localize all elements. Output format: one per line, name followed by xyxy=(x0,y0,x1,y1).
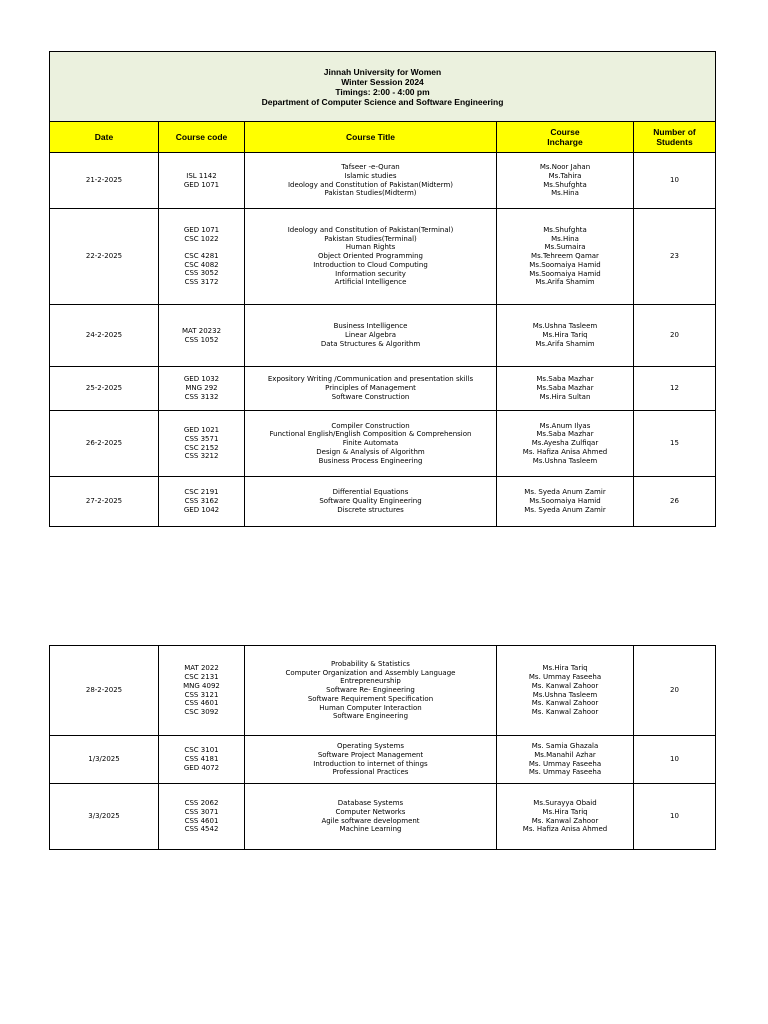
course-code: CSS 3071 xyxy=(184,807,219,816)
course-incharges xyxy=(497,646,634,736)
course-code: MNG 4092 xyxy=(183,681,220,690)
course-codes xyxy=(159,646,245,736)
schedule-header xyxy=(50,52,716,122)
student-count: 10 xyxy=(634,784,716,850)
course-title: Business Intelligence xyxy=(333,322,408,331)
course-incharge: Ms.Hira Tariq xyxy=(542,807,588,816)
course-title: Finite Automata xyxy=(342,439,399,448)
course-code: MAT 20232 xyxy=(181,326,222,335)
course-incharge: Ms. Syeda Anum Zamir xyxy=(524,505,606,514)
course-title: Introduction to internet of things xyxy=(313,759,428,768)
course-code: MNG 292 xyxy=(185,384,218,393)
course-code: CSC 1022 xyxy=(184,235,219,244)
course-code: CSS 4601 xyxy=(184,699,219,708)
table-row xyxy=(50,209,716,305)
course-title: Principles of Management xyxy=(325,384,416,393)
course-title: Linear Algebra xyxy=(344,331,397,340)
course-title: Professional Practices xyxy=(332,768,409,777)
course-incharge: Ms. Kanwal Zahoor xyxy=(531,816,599,825)
course-incharge: Ms. Kanwal Zahoor xyxy=(531,681,599,690)
course-title: Differential Equations xyxy=(332,488,409,497)
course-incharge: Ms.Shufghta xyxy=(543,226,587,235)
course-incharge: Ms.Arifa Shamim xyxy=(535,339,595,348)
course-incharges xyxy=(497,477,634,527)
course-code: CSS 3121 xyxy=(184,690,219,699)
course-incharges xyxy=(497,367,634,411)
course-incharge: Ms. Samia Ghazala xyxy=(531,742,599,751)
exam-date: 1/3/2025 xyxy=(50,736,159,784)
table-row xyxy=(50,305,716,367)
course-title: Information security xyxy=(335,269,406,278)
course-incharge: Ms. Hafiza Anisa Ahmed xyxy=(522,825,608,834)
course-titles xyxy=(245,646,497,736)
course-code: GED 1071 xyxy=(183,226,220,235)
course-code: CSC 3101 xyxy=(184,746,219,755)
table-row xyxy=(50,736,716,784)
course-title: Computer Organization and Assembly Language xyxy=(285,668,456,677)
course-titles xyxy=(245,736,497,784)
course-codes xyxy=(159,153,245,209)
table-row xyxy=(50,646,716,736)
course-incharge: Ms.Soomaiya Hamid xyxy=(529,260,601,269)
course-title: Database Systems xyxy=(337,799,404,808)
course-title: Probability & Statistics xyxy=(331,660,410,669)
col-course-code: Course code xyxy=(159,122,245,153)
course-titles xyxy=(245,209,497,305)
course-incharges xyxy=(497,784,634,850)
course-incharges xyxy=(497,411,634,477)
course-incharge: Ms.Ayesha Zulfiqar xyxy=(531,439,599,448)
exam-date: 3/3/2025 xyxy=(50,784,159,850)
course-title: Human Rights xyxy=(345,243,396,252)
course-code: CSS 3172 xyxy=(184,277,219,286)
course-incharges xyxy=(497,305,634,367)
course-incharges xyxy=(497,209,634,305)
course-code: CSC 3092 xyxy=(184,707,219,716)
col-students-label: Number of Students xyxy=(653,127,696,147)
course-code: CSS 3212 xyxy=(184,452,219,461)
schedule-body-page-1 xyxy=(50,153,716,527)
course-title: Pakistan Studies(Terminal) xyxy=(324,234,417,243)
course-incharge: Ms. Kanwal Zahoor xyxy=(531,707,599,716)
course-title: Compiler Construction xyxy=(331,421,410,430)
course-code: GED 1071 xyxy=(183,180,220,189)
course-title: Agile software development xyxy=(321,816,420,825)
course-title: Expository Writing /Communication and presentation skills xyxy=(267,375,474,384)
course-incharge: Ms. Hafiza Anisa Ahmed xyxy=(522,447,608,456)
col-course-title: Course Title xyxy=(245,122,497,153)
course-incharge: Ms.Hina xyxy=(551,234,579,243)
course-title: Functional English/English Composition & Comprehension xyxy=(269,430,472,439)
exam-date: 27-2-2025 xyxy=(50,477,159,527)
student-count: 20 xyxy=(634,646,716,736)
course-code: GED 4072 xyxy=(183,763,220,772)
course-code: CSS 3162 xyxy=(184,497,219,506)
department-name: Department of Computer Science and Software Engineering xyxy=(261,96,504,107)
course-incharge: Ms.Noor Jahan xyxy=(539,163,591,172)
table-row xyxy=(50,411,716,477)
course-title: Software Project Management xyxy=(317,750,424,759)
course-titles xyxy=(245,784,497,850)
course-code: CSC 2152 xyxy=(184,443,219,452)
course-codes xyxy=(159,784,245,850)
course-code: GED 1042 xyxy=(183,505,220,514)
exam-date: 24-2-2025 xyxy=(50,305,159,367)
course-incharge: Ms.Manahil Azhar xyxy=(534,750,596,759)
course-incharge: Ms.Shufghta xyxy=(543,180,587,189)
course-title: Machine Learning xyxy=(339,825,402,834)
col-incharge-label: Course Incharge xyxy=(547,127,583,147)
student-count: 23 xyxy=(634,209,716,305)
course-code: GED 1021 xyxy=(183,426,220,435)
university-name: Jinnah University for Women xyxy=(323,66,442,77)
course-title: Artificial Intelligence xyxy=(334,278,407,287)
exam-date: 26-2-2025 xyxy=(50,411,159,477)
course-codes xyxy=(159,477,245,527)
exam-date: 28-2-2025 xyxy=(50,646,159,736)
course-code: CSS 3052 xyxy=(184,269,219,278)
course-code: GED 1032 xyxy=(183,375,220,384)
course-title: Data Structures & Algorithm xyxy=(320,339,421,348)
course-incharges xyxy=(497,153,634,209)
course-titles xyxy=(245,305,497,367)
course-incharge: Ms.Soomaiya Hamid xyxy=(529,497,601,506)
course-titles xyxy=(245,153,497,209)
timings: Timings: 2:00 - 4:00 pm xyxy=(335,86,430,97)
course-title: Software Quality Engineering xyxy=(319,497,422,506)
col-students xyxy=(634,122,716,153)
exam-date: 22-2-2025 xyxy=(50,209,159,305)
course-incharge: Ms.Surayya Obaid xyxy=(533,799,597,808)
table-row xyxy=(50,784,716,850)
course-title: Computer Networks xyxy=(335,807,406,816)
course-codes xyxy=(159,305,245,367)
course-incharge: Ms. Kanwal Zahoor xyxy=(531,699,599,708)
course-codes xyxy=(159,411,245,477)
course-title: Human Computer Interaction xyxy=(319,703,422,712)
course-incharge: Ms. Ummay Faseeha xyxy=(528,768,602,777)
table-row xyxy=(50,153,716,209)
exam-date: 21-2-2025 xyxy=(50,153,159,209)
course-title: Object Oriented Programming xyxy=(318,252,423,261)
course-incharge: Ms.Ushna Tasleem xyxy=(532,456,598,465)
course-code: CSS 4542 xyxy=(184,825,219,834)
course-incharge: Ms.Soomaiya Hamid xyxy=(529,269,601,278)
course-incharge: Ms.Saba Mazhar xyxy=(536,375,594,384)
course-incharge: Ms.Hira Tariq xyxy=(542,331,588,340)
course-code: CSC 2191 xyxy=(184,488,219,497)
course-incharge: Ms.Anum Ilyas xyxy=(539,421,591,430)
course-title: Operating Systems xyxy=(337,742,404,751)
course-title: Pakistan Studies(Midterm) xyxy=(324,189,417,198)
course-incharge: Ms.Ushna Tasleem xyxy=(532,690,598,699)
course-title: Software Construction xyxy=(331,392,410,401)
student-count: 26 xyxy=(634,477,716,527)
course-code: CSS 4181 xyxy=(184,755,219,764)
course-incharge: Ms. Ummay Faseeha xyxy=(528,759,602,768)
course-codes xyxy=(159,736,245,784)
course-title: Discrete structures xyxy=(337,505,404,514)
course-incharges xyxy=(497,736,634,784)
course-incharge: Ms. Ummay Faseeha xyxy=(528,673,602,682)
col-course-incharge xyxy=(497,122,634,153)
schedule-body-page-2 xyxy=(50,646,716,850)
course-code: CSC 4281 xyxy=(184,251,219,260)
course-incharge: Ms.Hira Tariq xyxy=(542,664,588,673)
course-titles xyxy=(245,477,497,527)
course-code: CSC 2131 xyxy=(184,673,219,682)
course-code: CSC 4082 xyxy=(184,260,219,269)
course-code: CSS 2062 xyxy=(184,799,219,808)
student-count: 10 xyxy=(634,153,716,209)
exam-schedule-table-continued xyxy=(49,645,716,850)
course-incharge: Ms.Saba Mazhar xyxy=(536,430,594,439)
course-incharge: Ms. Syeda Anum Zamir xyxy=(524,488,606,497)
table-row xyxy=(50,477,716,527)
course-incharge: Ms.Hina xyxy=(551,189,579,198)
course-incharge: Ms.Tahira xyxy=(548,171,582,180)
course-title: Business Process Engineering xyxy=(318,456,423,465)
course-incharge: Ms.Ushna Tasleem xyxy=(532,322,598,331)
course-code: CSS 4601 xyxy=(184,816,219,825)
table-row xyxy=(50,367,716,411)
course-title: Tafseer -e-Quran xyxy=(341,163,400,172)
student-count: 20 xyxy=(634,305,716,367)
course-titles xyxy=(245,367,497,411)
session-name: Winter Session 2024 xyxy=(341,76,424,87)
exam-date: 25-2-2025 xyxy=(50,367,159,411)
course-codes xyxy=(159,367,245,411)
course-codes xyxy=(159,209,245,305)
course-code: ISL 1142 xyxy=(186,171,217,180)
student-count: 15 xyxy=(634,411,716,477)
course-code xyxy=(159,244,244,252)
column-header-row xyxy=(50,122,716,153)
course-code: CSS 3571 xyxy=(184,434,219,443)
course-title: Introduction to Cloud Computing xyxy=(313,260,428,269)
course-title: Software Engineering xyxy=(332,712,409,721)
course-title: Islamic studies xyxy=(344,171,397,180)
course-incharge: Ms.Sumaira xyxy=(544,243,586,252)
exam-schedule-table xyxy=(49,51,716,527)
student-count: 10 xyxy=(634,736,716,784)
col-date: Date xyxy=(50,122,159,153)
course-title: Entrepreneurship xyxy=(340,677,401,686)
course-code: MAT 2022 xyxy=(184,664,219,673)
course-code: CSS 1052 xyxy=(184,335,219,344)
course-incharge: Ms.Tehreem Qamar xyxy=(531,252,599,261)
course-title: Software Requirement Specification xyxy=(307,694,434,703)
course-incharge: Ms.Arifa Shamim xyxy=(535,278,595,287)
course-code: CSS 3132 xyxy=(184,392,219,401)
course-incharge: Ms.Hira Sultan xyxy=(539,392,591,401)
course-title: Design & Analysis of Algorithm xyxy=(316,447,425,456)
course-title: Software Re- Engineering xyxy=(326,686,415,695)
course-title: Ideology and Constitution of Pakistan(Terminal) xyxy=(287,226,454,235)
course-title: Ideology and Constitution of Pakistan(Midterm) xyxy=(287,180,454,189)
course-incharge: Ms.Saba Mazhar xyxy=(536,384,594,393)
student-count: 12 xyxy=(634,367,716,411)
course-titles xyxy=(245,411,497,477)
